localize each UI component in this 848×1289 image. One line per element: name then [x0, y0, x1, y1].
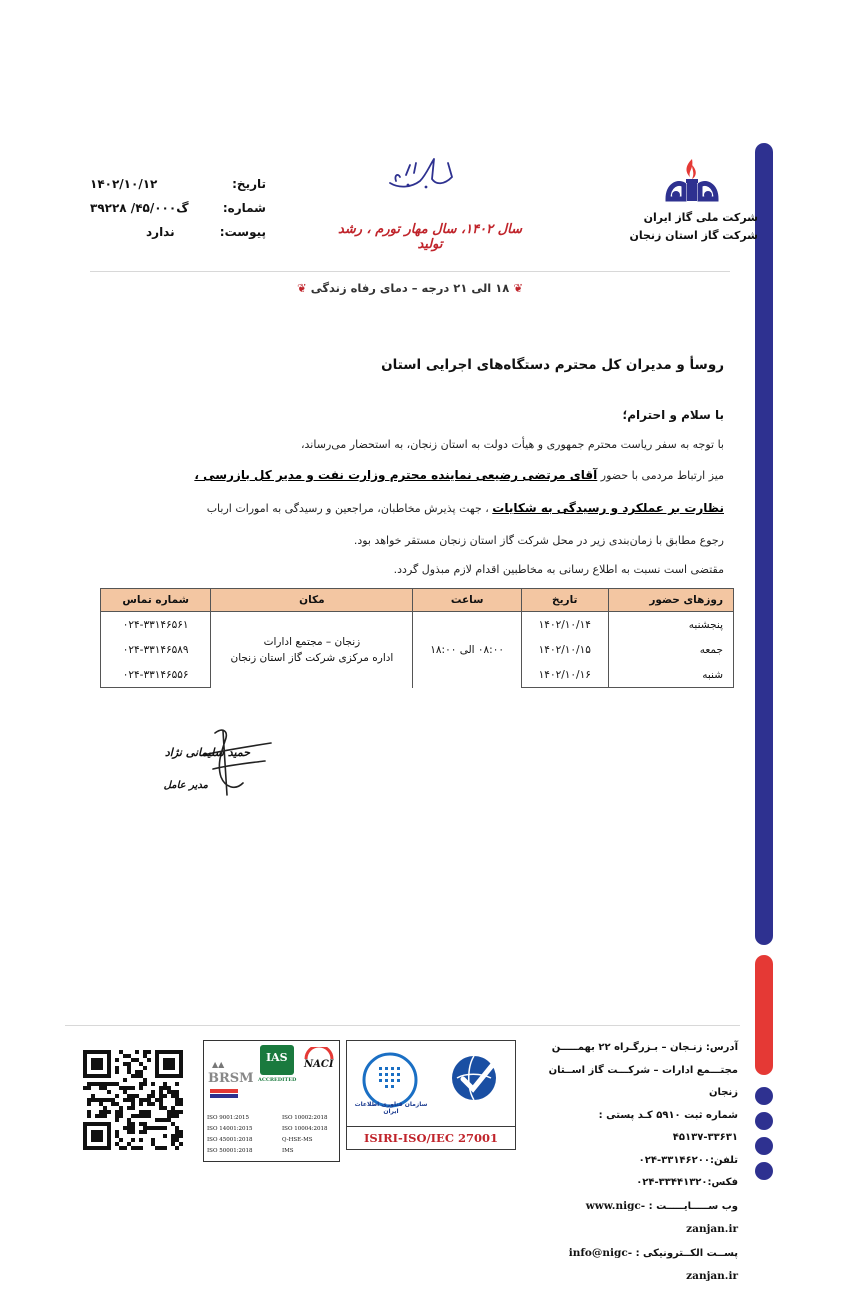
company-name: شرکت ملی گاز ایران — [643, 211, 758, 224]
date-cell: ۱۴۰۲/۱۰/۱۴ — [521, 612, 608, 638]
signer-name: حمید سلیمانی نژاد — [164, 746, 250, 759]
footer-address: آدرس: زنـجان – بـزرگـراه ۲۲ بهمـــــن مجتـــمع ادارات – شرکـــت گاز اســتان زنجان شماره ثبت ۵۹۱۰ کـد پستی : ۳۳۶۳۱-۴۵۱۳۷ تلفن:۳۳۱۴۶۲۰۰-۰۲۴ فکس:۳۳۴۴۱۳۲۰-۰۲۴ وب ســـــایـــــت : www.nigc-zanjan.ir پســت الکــترونیکی : info@nigc-zanjan.ir — [548, 1042, 738, 1282]
temperature-notice: ❦ ۱۸ الی ۲۱ درجه – دمای رفاه زندگی ❦ — [297, 281, 523, 295]
ornament-icon: ❦ — [297, 281, 307, 295]
greeting: با سلام و احترام؛ — [622, 408, 724, 422]
header-cell: تاریخ — [521, 589, 608, 612]
date-value: ۱۴۰۲/۱۰/۱۲ — [90, 177, 158, 191]
basmala-calligraphy — [386, 155, 458, 193]
phone-cell: ۰۲۴-۳۳۱۴۶۵۸۹ — [101, 637, 211, 662]
letter-line: میز ارتباط مردمی با حضور آقای مرتضی رضیعی نماینده محترم وزارت نفت و مدیر کل بازرسی ، — [194, 468, 724, 482]
header-cell: شماره تماس — [101, 589, 211, 612]
header-cell: روزهای حضور — [608, 589, 733, 612]
company-subname: شرکت گاز استان زنجان — [629, 229, 758, 242]
table-row — [101, 612, 734, 638]
naci-logo: NACI — [304, 1059, 334, 1070]
rep-name: آقای مرتضی رضیعی نماینده محترم وزارت نفت و مدیر کل بازرسی ، — [194, 468, 598, 482]
letter-line: با توجه به سفر ریاست محترم جمهوری و هیأت دولت به استان زنجان، به استحضار می‌رساند، — [300, 438, 724, 451]
recipient: روسأ و مدیران کل محترم دستگاه‌های اجرایی استان — [381, 357, 724, 373]
side-dot — [755, 1137, 773, 1155]
phone-cell: ۰۲۴-۳۳۱۴۶۵۵۶ — [101, 662, 211, 688]
attachment-row — [146, 225, 266, 239]
header-divider — [90, 271, 730, 272]
side-bar-red — [755, 955, 773, 1075]
email-link[interactable]: info@nigc-zanjan.ir — [568, 1246, 738, 1282]
isiri-label: ISIRI-ISO/IEC 27001 — [347, 1126, 515, 1149]
table-header-row — [101, 589, 734, 612]
phone-cell: ۰۲۴-۳۳۱۴۶۵۶۱ — [101, 612, 211, 638]
nigc-logo-icon — [662, 155, 722, 207]
header-cell: ساعت — [413, 589, 521, 612]
ias-logo: IAS — [266, 1051, 288, 1064]
year-slogan: سال ۱۴۰۲، سال مهار تورم ، رشد تولید — [338, 222, 522, 252]
time-cell: ۰۸:۰۰ الی ۱۸:۰۰ — [413, 612, 521, 688]
date-label: تاریخ: — [232, 177, 266, 191]
globe-check-icon — [441, 1045, 507, 1111]
letter-line: نظارت بر عملکرد و رسیدگی به شکایات ، جهت پذیرش مخاطبان، مراجعین و رسیدگی به امورات ارباب — [206, 501, 724, 515]
side-dot — [755, 1162, 773, 1180]
side-bar-blue — [755, 143, 773, 945]
day-cell: شنبه — [608, 662, 733, 688]
date-cell: ۱۴۰۲/۱۰/۱۶ — [521, 662, 608, 688]
schedule-table — [100, 588, 734, 688]
place-cell: زنجان – مجتمع ادارات اداره مرکزی شرکت گاز استان زنجان — [211, 612, 413, 688]
date-row — [90, 177, 266, 191]
ornament-icon: ❦ — [513, 281, 523, 295]
iso-certificates: ▲▲ BRSM IAS ACCREDITED NACI ISO 9001:2015 ISO 14001:2015 ISO 45001:2018 ISO 50001:2018 ISO 10002:2018 ISO 10004:2018 Q-HSE-MS IMS — [203, 1040, 340, 1162]
date-cell: ۱۴۰۲/۱۰/۱۵ — [521, 637, 608, 662]
letter-line: رجوع مطابق با زمان‌بندی زیر در محل شرکت گاز استان زنجان مستقر خواهد بود. — [353, 534, 724, 547]
dept-name: نظارت بر عملکرد و رسیدگی به شکایات — [492, 501, 724, 515]
brsm-logo: BRSM — [208, 1071, 254, 1086]
letter-line: مقتضی است نسبت به اطلاع رسانی به مخاطبین اقدام لازم مبذول گردد. — [393, 563, 724, 576]
number-value: گ۴۵/۰۰۰/ ۳۹۲۲۸ — [90, 201, 189, 215]
day-cell: پنجشنبه — [608, 612, 733, 638]
footer-divider — [65, 1025, 740, 1026]
day-cell: جمعه — [608, 637, 733, 662]
number-label: شماره: — [222, 201, 266, 215]
side-dot — [755, 1087, 773, 1105]
isiri-certificate: سازمان فناوری اطلاعات ایران ISIRI-ISO/IEC 27001 — [346, 1040, 516, 1150]
website-link[interactable]: www.nigc-zanjan.ir — [585, 1199, 738, 1235]
qr-code-icon[interactable] — [83, 1050, 183, 1150]
attachment-label: پیوست: — [219, 225, 266, 239]
attachment-value: ندارد — [146, 225, 175, 239]
signer-title: مدیر عامل — [163, 780, 208, 791]
naci-arc-icon — [304, 1047, 334, 1059]
header-cell: مکان — [211, 589, 413, 612]
side-dot — [755, 1112, 773, 1130]
number-row — [90, 201, 266, 215]
